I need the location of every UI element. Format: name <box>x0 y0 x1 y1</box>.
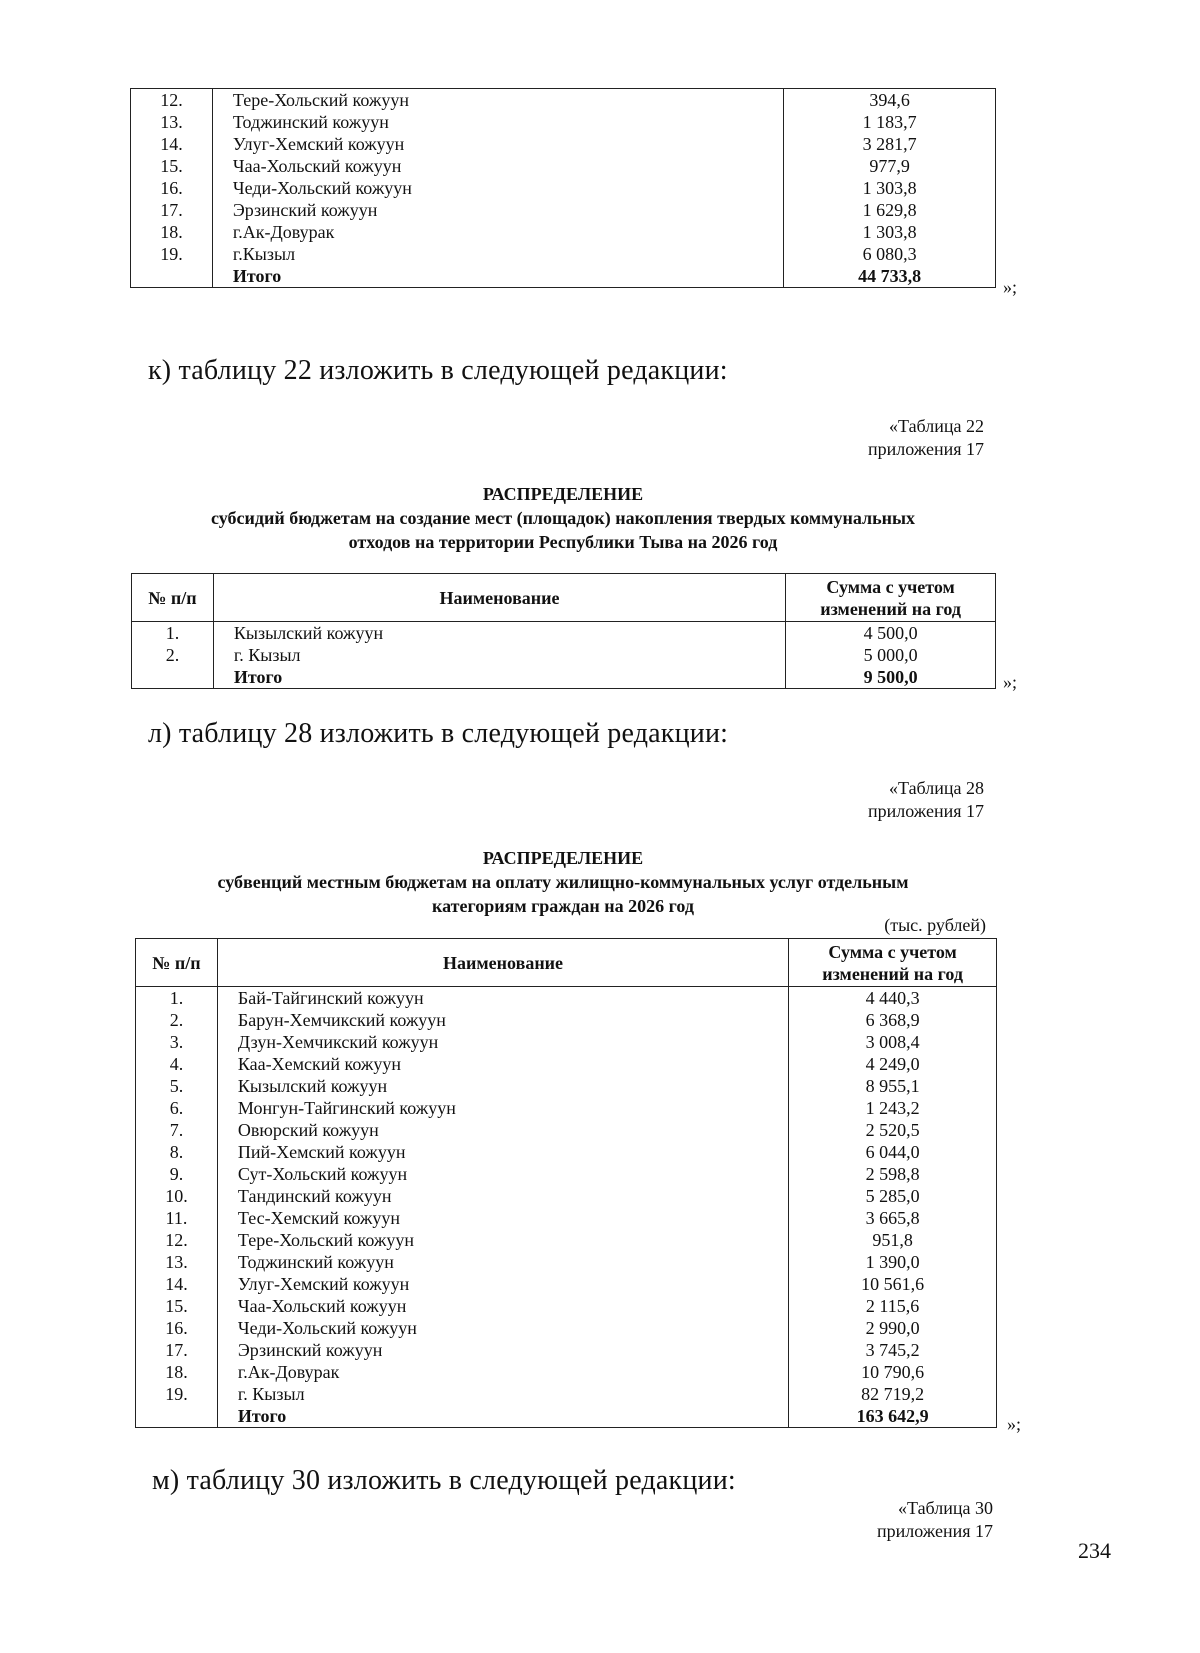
row-name: г. Кызыл <box>213 644 785 666</box>
row-number: 2. <box>132 644 214 666</box>
row-number: 15. <box>131 155 213 177</box>
total-number-cell <box>136 1405 218 1428</box>
heading-22 <box>130 482 996 554</box>
row-number: 18. <box>136 1361 218 1383</box>
row-name: Чаа-Хольский кожуун <box>217 1295 788 1317</box>
row-number: 9. <box>136 1163 218 1185</box>
row-name: Монгун-Тайгинский кожуун <box>217 1097 788 1119</box>
row-value: 5 000,0 <box>863 645 918 665</box>
table-row <box>132 622 996 645</box>
row-value: 2 115,6 <box>865 1296 920 1316</box>
total-row <box>131 265 996 288</box>
table-row <box>136 1273 997 1295</box>
table-row <box>136 1361 997 1383</box>
row-value: 6 044,0 <box>865 1142 920 1162</box>
row-value: 8 955,1 <box>865 1076 920 1096</box>
header-num: № п/п <box>136 939 218 987</box>
table-row <box>136 987 997 1010</box>
row-name: Каа-Хемский кожуун <box>217 1053 788 1075</box>
prev-table-body <box>131 89 996 288</box>
table-row <box>131 111 996 133</box>
row-name: Бай-Тайгинский кожуун <box>217 987 788 1010</box>
row-number: 14. <box>136 1273 218 1295</box>
table-row <box>132 644 996 666</box>
table-ref-22-line2: приложения 17 <box>867 439 984 459</box>
table-22 <box>131 573 996 689</box>
table-row <box>136 1009 997 1031</box>
table-row <box>136 1229 997 1251</box>
row-value: 1 243,2 <box>865 1098 920 1118</box>
row-number: 5. <box>136 1075 218 1097</box>
closing-quote-22: »; <box>1003 672 1018 692</box>
row-value: 10 561,6 <box>861 1274 925 1294</box>
table-ref-22 <box>868 415 984 461</box>
row-number: 1. <box>132 622 214 645</box>
heading-22-title: РАСПРЕДЕЛЕНИЕ <box>482 484 644 504</box>
total-number-cell <box>132 666 214 689</box>
row-value: 394,6 <box>869 90 910 110</box>
row-value: 1 303,8 <box>862 222 917 242</box>
table-row <box>136 1141 997 1163</box>
table-ref-22-line1: «Таблица 22 <box>889 416 984 436</box>
header-sum-line2: изменений на год <box>820 598 961 619</box>
row-value: 4 249,0 <box>865 1054 920 1074</box>
row-name: Тоджинский кожуун <box>217 1251 788 1273</box>
row-value: 6 368,9 <box>865 1010 920 1030</box>
row-number: 1. <box>136 987 218 1010</box>
heading-22-subtitle1: субсидий бюджетам на создание мест (площадок) накопления твердых коммунальных <box>210 508 916 528</box>
table-row <box>131 89 996 112</box>
row-value: 4 440,3 <box>865 988 920 1008</box>
total-row <box>132 666 996 689</box>
row-name: Дзун-Хемчикский кожуун <box>217 1031 788 1053</box>
heading-22-subtitle2: отходов на территории Республики Тыва на 2026 год <box>348 532 778 552</box>
row-number: 7. <box>136 1119 218 1141</box>
row-value: 10 790,6 <box>861 1362 925 1382</box>
total-value: 9 500,0 <box>863 667 918 687</box>
prev-table <box>130 88 996 288</box>
row-number: 17. <box>136 1339 218 1361</box>
table-row <box>136 1383 997 1405</box>
row-number: 15. <box>136 1295 218 1317</box>
row-value: 1 390,0 <box>865 1252 920 1272</box>
table-row <box>136 1207 997 1229</box>
row-number: 12. <box>131 89 213 112</box>
row-number: 2. <box>136 1009 218 1031</box>
row-number: 11. <box>136 1207 218 1229</box>
row-value: 3 665,8 <box>865 1208 920 1228</box>
row-number: 8. <box>136 1141 218 1163</box>
table-ref-28 <box>868 777 984 823</box>
instruction-k: к) таблицу 22 изложить в следующей редакции: <box>148 355 728 386</box>
header-name: Наименование <box>213 574 785 622</box>
row-name: Тере-Хольский кожуун <box>212 89 783 112</box>
table-row <box>131 155 996 177</box>
row-name: Кызылский кожуун <box>213 622 785 645</box>
row-value: 1 629,8 <box>862 200 917 220</box>
row-name: Улуг-Хемский кожуун <box>217 1273 788 1295</box>
table-row <box>131 199 996 221</box>
total-label: Итого <box>217 1405 788 1428</box>
row-name: Сут-Хольский кожуун <box>217 1163 788 1185</box>
row-value: 6 080,3 <box>862 244 917 264</box>
row-number: 18. <box>131 221 213 243</box>
header-sum <box>786 574 996 622</box>
table-row <box>136 1075 997 1097</box>
table-row <box>136 1097 997 1119</box>
closing-quote-28: »; <box>1007 1414 1022 1434</box>
row-value: 2 990,0 <box>865 1318 920 1338</box>
header-name: Наименование <box>217 939 788 987</box>
header-sum <box>789 939 997 987</box>
row-name: г.Ак-Довурак <box>212 221 783 243</box>
row-name: Чеди-Хольский кожуун <box>217 1317 788 1339</box>
row-name: Улуг-Хемский кожуун <box>212 133 783 155</box>
row-name: Чаа-Хольский кожуун <box>212 155 783 177</box>
table-row <box>131 177 996 199</box>
table-ref-30-line2: приложения 17 <box>876 1521 993 1541</box>
row-name: Кызылский кожуун <box>217 1075 788 1097</box>
row-value: 2 598,8 <box>865 1164 920 1184</box>
row-name: Пий-Хемский кожуун <box>217 1141 788 1163</box>
table-ref-28-line1: «Таблица 28 <box>889 778 984 798</box>
row-value: 977,9 <box>869 156 910 176</box>
row-value: 82 719,2 <box>861 1384 925 1404</box>
total-label: Итого <box>212 265 783 288</box>
row-value: 3 281,7 <box>862 134 917 154</box>
heading-28-subtitle2: категориям граждан на 2026 год <box>432 896 694 916</box>
row-number: 12. <box>136 1229 218 1251</box>
row-number: 3. <box>136 1031 218 1053</box>
row-name: Эрзинский кожуун <box>212 199 783 221</box>
table-ref-30-line1: «Таблица 30 <box>898 1498 993 1518</box>
row-name: г. Кызыл <box>217 1383 788 1405</box>
closing-quote-prev: »; <box>1003 277 1018 297</box>
instruction-m: м) таблицу 30 изложить в следующей редакции: <box>152 1465 736 1496</box>
row-number: 10. <box>136 1185 218 1207</box>
header-sum-line1: Сумма с учетом <box>828 941 957 962</box>
total-label: Итого <box>213 666 785 689</box>
table-row <box>136 1031 997 1053</box>
table-28-body <box>136 987 997 1428</box>
table-row <box>131 221 996 243</box>
row-number: 4. <box>136 1053 218 1075</box>
page-number: 234 <box>1078 1538 1111 1563</box>
row-number: 14. <box>131 133 213 155</box>
row-value: 1 183,7 <box>862 112 917 132</box>
total-value: 163 642,9 <box>856 1406 929 1426</box>
row-value: 3 745,2 <box>865 1340 920 1360</box>
heading-28-title: РАСПРЕДЕЛЕНИЕ <box>482 848 644 868</box>
row-value: 4 500,0 <box>863 623 918 643</box>
row-name: Барун-Хемчикский кожуун <box>217 1009 788 1031</box>
table-row <box>136 1119 997 1141</box>
instruction-l: л) таблицу 28 изложить в следующей редакции: <box>148 718 729 749</box>
row-number: 16. <box>131 177 213 199</box>
row-name: Тес-Хемский кожуун <box>217 1207 788 1229</box>
table-row <box>136 1185 997 1207</box>
row-name: Тандинский кожуун <box>217 1185 788 1207</box>
row-value: 1 303,8 <box>862 178 917 198</box>
row-number: 16. <box>136 1317 218 1339</box>
row-value: 5 285,0 <box>865 1186 920 1206</box>
table-28 <box>135 938 997 1428</box>
total-value: 44 733,8 <box>858 266 922 286</box>
header-sum-line2: изменений на год <box>822 963 963 984</box>
table-ref-30 <box>877 1497 993 1543</box>
row-name: Чеди-Хольский кожуун <box>212 177 783 199</box>
row-name: Овюрский кожуун <box>217 1119 788 1141</box>
row-name: Тоджинский кожуун <box>212 111 783 133</box>
units-label: (тыс. рублей) <box>884 915 986 935</box>
table-ref-28-line2: приложения 17 <box>867 801 984 821</box>
row-name: Тере-Хольский кожуун <box>217 1229 788 1251</box>
table-row <box>136 1053 997 1075</box>
header-num: № п/п <box>132 574 214 622</box>
row-value: 951,8 <box>872 1230 913 1250</box>
row-number: 6. <box>136 1097 218 1119</box>
table-22-body <box>132 622 996 689</box>
row-name: Эрзинский кожуун <box>217 1339 788 1361</box>
table-row <box>136 1295 997 1317</box>
table-row <box>131 243 996 265</box>
table-row <box>136 1317 997 1339</box>
row-name: г.Ак-Довурак <box>217 1361 788 1383</box>
row-number: 13. <box>131 111 213 133</box>
row-number: 17. <box>131 199 213 221</box>
heading-28 <box>130 846 996 918</box>
heading-28-subtitle1: субвенций местным бюджетам на оплату жилищно-коммунальных услуг отдельным <box>217 872 909 892</box>
table-row <box>131 133 996 155</box>
total-row <box>136 1405 997 1428</box>
row-value: 3 008,4 <box>865 1032 920 1052</box>
table-row <box>136 1339 997 1361</box>
row-name: г.Кызыл <box>212 243 783 265</box>
header-sum-line1: Сумма с учетом <box>826 576 955 597</box>
table-row <box>136 1163 997 1185</box>
table-row <box>136 1251 997 1273</box>
total-number-cell <box>131 265 213 288</box>
row-value: 2 520,5 <box>865 1120 920 1140</box>
row-number: 13. <box>136 1251 218 1273</box>
row-number: 19. <box>131 243 213 265</box>
row-number: 19. <box>136 1383 218 1405</box>
